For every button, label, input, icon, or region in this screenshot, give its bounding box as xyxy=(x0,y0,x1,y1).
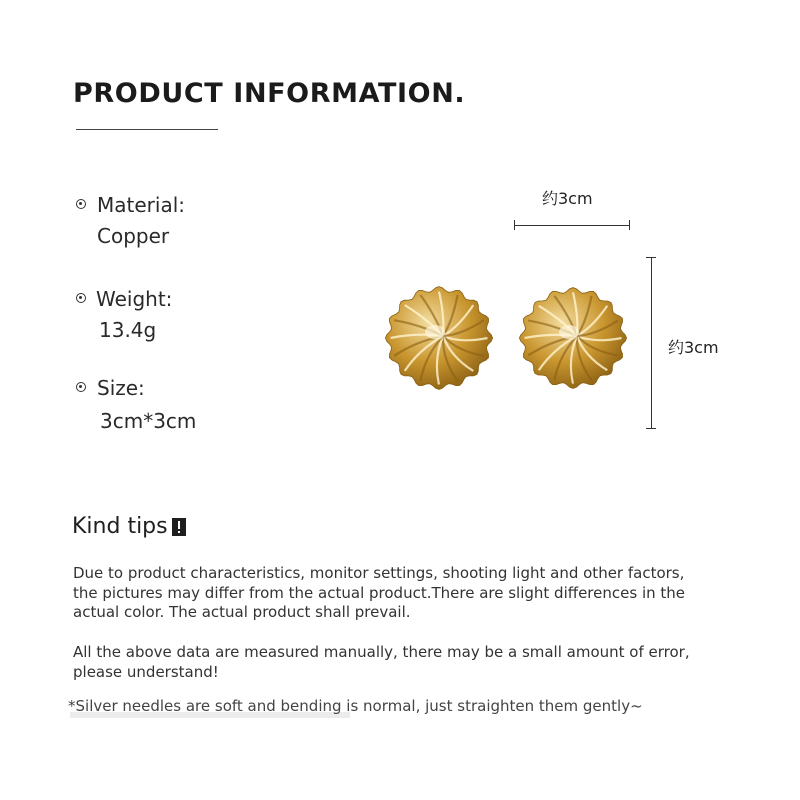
exclamation-icon xyxy=(172,518,186,536)
kind-tips-heading xyxy=(72,514,186,539)
width-dimension-line xyxy=(514,225,630,226)
tips-paragraph-1: Due to product characteristics, monitor settings, shooting light and other factors, the pictures may differ from the actual product.There are slight differences in the actual color. The actual product shall prevail. xyxy=(73,564,685,621)
height-dimension-label: 约3cm xyxy=(668,338,719,357)
spec-weight-label: Weight: xyxy=(96,287,173,311)
spec-material-label: Material: xyxy=(97,193,185,217)
title-underline xyxy=(76,129,218,130)
page-title: PRODUCT INFORMATION. xyxy=(73,78,466,109)
width-dimension-label: 约3cm xyxy=(542,189,593,208)
tips-paragraph-2: All the above data are measured manually, there may be a small amount of error, please understand! xyxy=(73,643,690,681)
earring-left-image xyxy=(383,284,495,392)
width-dimension-tick-right xyxy=(629,220,630,230)
spec-size-value: 3cm*3cm xyxy=(100,409,197,433)
earring-highlight xyxy=(559,325,579,339)
bullet-icon xyxy=(76,293,86,303)
kind-tips-label: Kind tips xyxy=(72,514,168,539)
height-dimension-tick-top xyxy=(646,257,656,258)
tips-note: *Silver needles are soft and bending is normal, just straighten them gently~ xyxy=(68,697,643,715)
height-dimension-tick-bottom xyxy=(646,428,656,429)
bullet-icon xyxy=(76,382,86,392)
spec-weight-value: 13.4g xyxy=(99,318,157,342)
bullet-icon xyxy=(76,199,86,209)
earring-highlight xyxy=(425,325,445,339)
spec-material-value: Copper xyxy=(97,224,170,248)
earring-right-image xyxy=(517,285,629,391)
spec-size-label: Size: xyxy=(97,376,145,400)
width-dimension-tick-left xyxy=(514,220,515,230)
height-dimension-line xyxy=(651,257,652,429)
